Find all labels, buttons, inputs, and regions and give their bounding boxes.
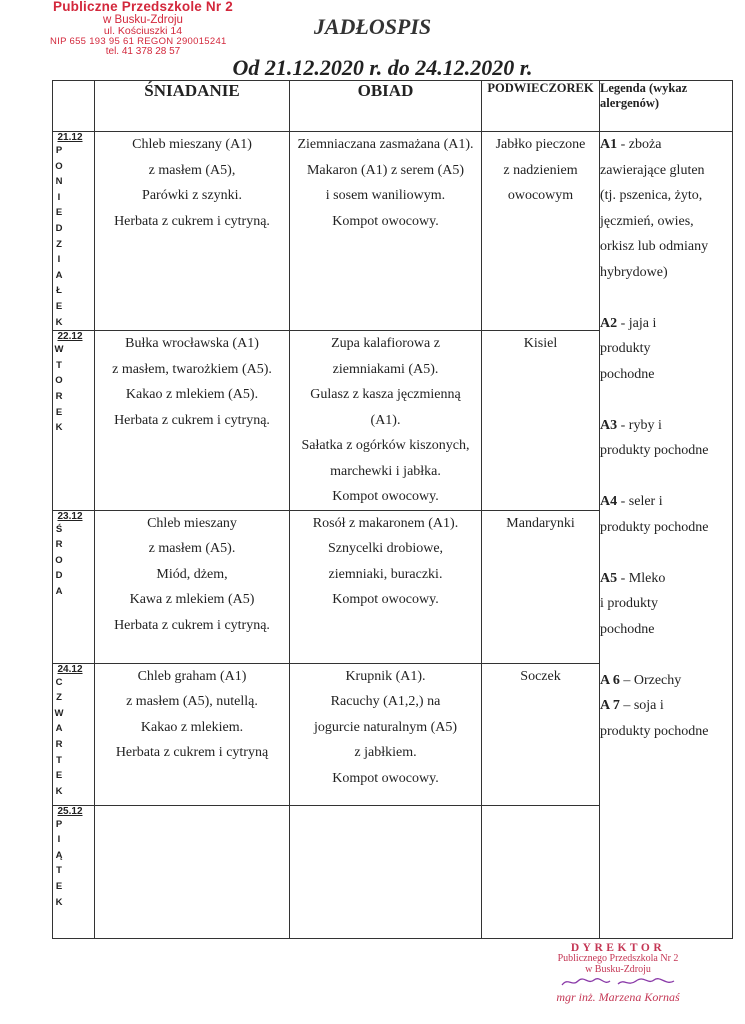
allergen-description: - jaja i [617,315,657,331]
meal-line: Kisiel [523,336,558,352]
day-letter: K [55,422,63,434]
legend-line [600,515,732,541]
meal-line: Chleb mieszany [147,515,237,531]
day-date: 23.12 [57,510,83,522]
day-label [53,663,95,805]
meal-line: Krupnik (A1). [345,668,426,684]
meal-line: owocowym [507,188,574,203]
day-letter: R [55,539,63,551]
handwritten-signature-icon [558,975,678,989]
director-signature [528,942,708,1004]
table-row [53,132,733,331]
day-letter: Ą [55,849,63,861]
signature-org: Publicznego Przedszkola Nr 2 [557,953,679,965]
legend-line [600,362,732,388]
allergen-description: orkisz lub odmiany [600,239,709,254]
allergen-description: i produkty [600,596,658,611]
snack-column-header: PODWIECZOREK [482,81,600,132]
allergen-description: (tj. pszenica, żyto, [600,188,703,203]
meal-line: Sznycelki drobiowe, [327,541,444,557]
legend-line [600,209,732,235]
signature-city: w Busku-Zdroju [585,963,651,975]
meal-line: Herbata z cukrem i cytryną [115,745,269,761]
meal-line: Kawa z mlekiem (A5) [129,592,255,608]
lunch-cell [290,510,482,663]
meal-line: Bułka wrocławska (A1) [125,336,259,352]
meal-line: z nadzieniem [503,162,578,178]
day-label [53,331,95,511]
day-letter: A [55,586,63,597]
day-name [53,817,65,911]
day-letter: K [55,785,63,797]
signature-name: mgr inż. Marzena Kornaś [556,990,680,1005]
breakfast-cell [95,331,290,511]
allergen-description: - seler i [617,494,663,509]
day-letter: A [55,723,63,735]
meal-line: z masłem, twarożkiem (A5). [112,361,272,377]
day-letter: K [55,316,63,328]
allergen-description: pochodne [600,366,655,382]
legend-line [600,311,732,337]
allergen-code: A 6 [600,672,620,688]
date-range: Od 21.12.2020 r. do 24.12.2020 r. [232,55,533,80]
day-date: 22.12 [57,331,83,343]
meal-line: marchewki i jabłka. [330,463,441,479]
stamp-line-street: ul. Kościuszki 14 [103,25,183,38]
meal-line: Soczek [520,668,561,684]
day-date: 25.12 [57,805,83,817]
day-letter: R [55,739,63,750]
legend-spacer [600,285,732,311]
snack-cell [482,331,600,511]
legend-line [600,158,732,184]
meal-line: (A1). [370,412,401,428]
allergen-code: A1 [600,137,618,152]
meal-line: z masłem (A5), nutellą. [126,694,258,710]
meal-line: Chleb graham (A1) [137,668,247,684]
legend-column-header: Legenda (wykaz alergenów) [600,81,733,132]
legend-line [600,132,732,158]
legend-line [600,234,732,260]
meal-line: Kompot owocowy. [332,489,439,505]
breakfast-cell [95,132,290,331]
legend-line [600,336,732,362]
day-letter: D [55,222,63,234]
meal-line: Ziemniaczana zasmażana (A1). [297,137,474,152]
day-letter: E [55,300,63,312]
meal-line: Racuchy (A1,2,) na [330,694,441,710]
legend-line [600,566,732,592]
legend-line [600,668,732,694]
day-letter: Z [56,238,62,250]
day-letter: I [57,191,61,203]
allergen-description: - ryby i [617,417,662,433]
breakfast-cell [95,663,290,805]
day-letter: W [54,344,64,356]
meal-line: Gulasz z kasza jęczmienną [310,387,461,403]
snack-cell [482,663,600,805]
day-letter: O [55,554,63,566]
meal-line: i sosem waniliowym. [325,188,446,203]
meal-line: Herbata z cukrem i cytryną. [114,412,270,428]
day-letter: E [55,881,63,892]
meal-line: ziemniaki, buraczki. [328,566,443,582]
legend-line [600,489,732,515]
snack-cell [482,132,600,331]
stamp-line-name: Publiczne Przedszkole Nr 2 [52,0,233,14]
breakfast-cell [95,510,290,663]
day-name [53,522,65,600]
day-letter: T [56,754,62,766]
day-letter: Ł [56,285,62,297]
legend-line [600,693,732,719]
page-title: JADŁOSPIS [313,14,432,39]
day-letter: T [56,865,62,877]
day-column-header [53,81,95,132]
day-letter: I [57,834,61,846]
day-letter: O [55,375,63,387]
allergen-description: – soja i [619,698,664,713]
meal-line: z masłem (A5), [148,162,236,178]
legend-spacer [600,464,732,490]
day-label [53,805,95,938]
lunch-cell [290,663,482,805]
day-letter: C [55,676,63,688]
lunch-cell [290,132,482,331]
stamp-line-ids: NIP 655 193 95 61 REGON 290015241 [50,36,227,48]
day-letter: N [55,176,63,188]
meal-line: Chleb mieszany (A1) [132,137,252,152]
allergen-description: pochodne [600,621,655,637]
meal-line: Kakao z mlekiem. [140,719,244,735]
allergen-description: produkty pochodne [600,723,709,739]
legend-spacer [600,642,732,668]
legend-line [600,591,732,617]
day-letter: D [55,570,63,582]
legend-line [600,719,732,745]
meal-line: z masłem (A5). [148,541,236,557]
day-letter: P [55,818,63,830]
day-letter: P [55,145,63,156]
legend-line [600,183,732,209]
allergen-code: A2 [600,315,618,331]
meal-line: Herbata z cukrem i cytryną. [114,617,270,633]
lunch-cell [290,331,482,511]
allergen-description: produkty pochodne [600,519,709,535]
allergen-code: A 7 [600,698,620,713]
day-letter: T [56,359,62,371]
allergen-description: – Orzechy [619,672,682,688]
meal-line: Herbata z cukrem i cytryną. [114,213,270,229]
meal-line: ziemniakami (A5). [332,361,439,377]
day-name [53,143,65,330]
meal-line: Kompot owocowy. [332,213,439,229]
meal-line: Kompot owocowy. [332,770,439,786]
day-name [53,675,65,800]
legend-spacer [600,387,732,413]
allergen-description: - Mleko [617,570,666,586]
day-letter: E [55,207,63,219]
legend-spacer [600,540,732,566]
day-date: 21.12 [57,132,83,143]
legend-line [600,438,732,464]
meal-line: Mandarynki [506,515,575,531]
day-letter: R [55,390,63,402]
allergen-description: - zboża [617,137,662,152]
stamp-line-phone: tel. 41 378 28 57 [105,46,181,58]
breakfast-column-header: ŚNIADANIE [95,81,290,132]
meal-line: Miód, dżem, [156,566,228,582]
lunch-column-header: OBIAD [290,81,482,132]
day-letter: W [54,707,64,719]
lunch-cell [290,805,482,938]
allergen-code: A4 [600,494,618,509]
signature-title: DYREKTOR [570,942,666,954]
menu-table [52,80,733,939]
meal-line: Kompot owocowy. [332,592,439,608]
day-letter: O [55,160,63,172]
day-letter: A [55,269,63,281]
meal-line: Makaron (A1) z serem (A5) [306,162,465,178]
day-label [53,510,95,663]
day-label [53,132,95,331]
meal-line: Zupa kalafiorowa z [331,336,440,352]
day-name [53,342,65,436]
meal-line: Jabłko pieczone [495,137,586,152]
stamp-line-city: w Busku-Zdroju [103,14,183,27]
day-letter: E [55,770,63,782]
allergen-description: produkty [600,341,651,356]
meal-line: z jabłkiem. [354,745,417,761]
allergen-description: zawierające gluten [600,162,705,178]
meal-line: Parówki z szynki. [142,188,242,203]
legend-line [600,617,732,643]
day-letter: Ś [55,523,63,535]
allergen-code: A5 [600,570,618,586]
day-letter: K [55,896,63,908]
header-row [53,81,733,132]
allergen-code: A3 [600,417,618,433]
day-date: 24.12 [57,663,83,675]
meal-line: Kakao z mlekiem (A5). [125,387,259,403]
allergen-legend [600,132,733,939]
meal-line: Sałatka z ogórków kiszonych, [301,438,470,454]
meal-line: jogurcie naturalnym (A5) [313,719,458,735]
snack-cell [482,805,600,938]
allergen-description: produkty pochodne [600,443,709,458]
legend-line [600,413,732,439]
day-letter: E [55,406,63,418]
day-letter: I [57,254,61,266]
day-letter: Z [56,692,62,704]
meal-line: Rosół z makaronem (A1). [312,515,459,531]
allergen-description: hybrydowe) [600,264,668,280]
allergen-description: jęczmień, owies, [600,213,694,229]
legend-line [600,260,732,286]
breakfast-cell [95,805,290,938]
snack-cell [482,510,600,663]
